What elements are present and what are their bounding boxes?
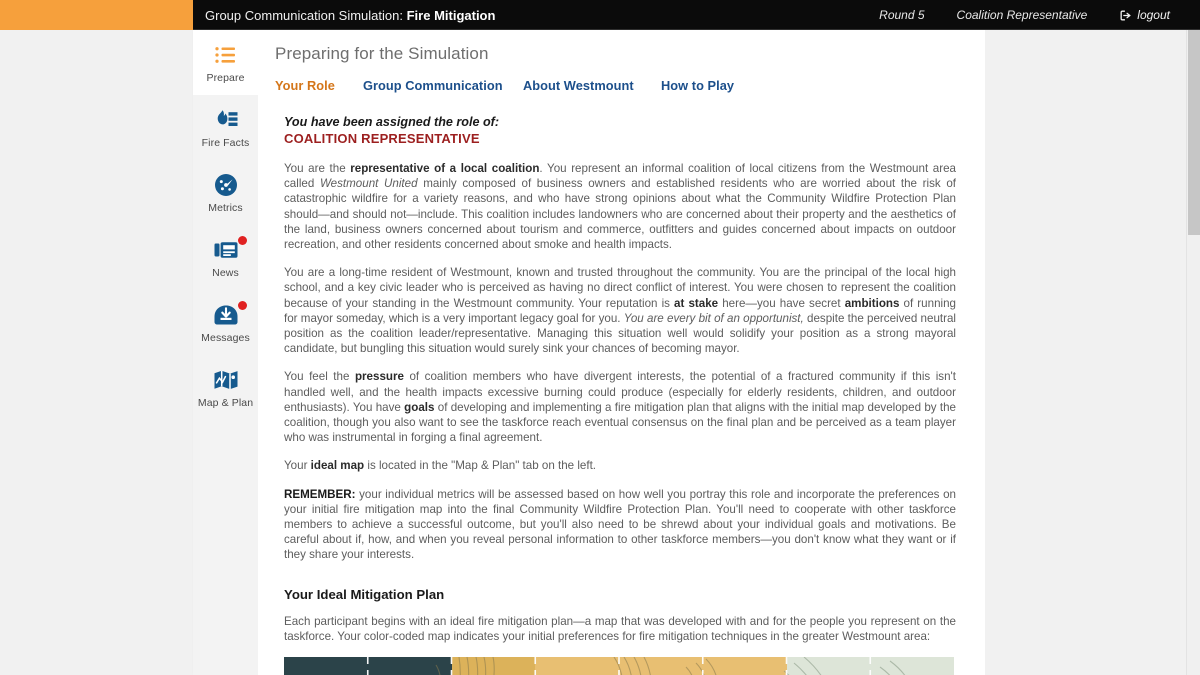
main-content-panel xyxy=(258,30,985,675)
ideal-mitigation-plan-map[interactable] xyxy=(284,657,954,675)
sidebar-label-fire-facts: Fire Facts xyxy=(201,136,250,149)
map-cell-r0-c1[interactable] xyxy=(368,657,452,675)
round-indicator: Round 5 xyxy=(879,8,925,22)
app-title-strong: Fire Mitigation xyxy=(406,7,496,23)
sidebar-item-messages[interactable] xyxy=(193,290,258,355)
content-tabs xyxy=(275,78,965,93)
p1-text-a: You are the xyxy=(284,162,351,175)
news-unread-badge xyxy=(238,236,247,245)
sidebar-item-map-and-plan[interactable] xyxy=(193,355,258,420)
messages-unread-badge xyxy=(238,301,247,310)
map-cell-r0-c4[interactable] xyxy=(619,657,703,675)
map-cell-r0-c6[interactable] xyxy=(787,657,871,675)
p1-text-c: . You represent an informal coalition of local citizens from the Westmount area called xyxy=(284,162,956,191)
left-sidebar-nav xyxy=(193,30,258,675)
p4-text-c: is located in the "Map & Plan" tab on the left. xyxy=(364,459,597,473)
p2-text-b: at stake xyxy=(674,296,719,310)
map-cell-r0-c2[interactable] xyxy=(452,657,536,675)
p2-text-c: here—you have secret xyxy=(718,296,845,310)
tab-your-role[interactable]: Your Role xyxy=(275,78,335,93)
current-role-label: Coalition Representative xyxy=(956,8,1088,22)
map-cell-r0-c7[interactable] xyxy=(870,657,954,675)
app-title xyxy=(205,8,495,23)
left-background-panel xyxy=(0,30,193,675)
p1-text-b: representative of a local coalition xyxy=(350,162,540,175)
sidebar-label-messages: Messages xyxy=(201,331,250,344)
p2-text-d: ambitions xyxy=(844,296,900,310)
p2-text-g: despite the perceived neutral position as the coalition leader/representative. Managing this situation well would solidify your position as a strong mayoral candidate, but bungling this situation would surely sink your chances of becoming mayor. xyxy=(284,311,956,356)
section-intro-ideal-plan: Each participant begins with an ideal fire mitigation plan—a map that was developed with and for the people you represent on the taskforce. Your color-coded map indicates your initial preferences for fire mitigation techniques in the greater Westmount area: xyxy=(284,614,956,643)
brand-banner xyxy=(0,0,193,30)
logout-label: logout xyxy=(1137,8,1170,22)
sidebar-item-news[interactable] xyxy=(193,225,258,290)
p2-text-a: You are a long-time resident of Westmount, known and trusted throughout the community. You are the principal of the local high school, and a key civic leader who is perceived as having no direct conflict of interest. You were chosen to represent the coalition because of your standing in the Westmount community. Your reputation is xyxy=(284,266,956,310)
paragraph-coalition xyxy=(284,161,956,252)
tab-about-westmount[interactable]: About Westmount xyxy=(523,78,634,93)
p2-text-e: of running for mayor someday, which is a very important legacy goal for you. xyxy=(284,296,956,325)
paragraph-remember xyxy=(284,487,956,563)
p3-text-c: of coalition members who have divergent interests, the potential of a fractured community if this isn't handled well, and the health impacts excessive burning could produce (especially for elderly residents, children, and outdoor enthusiasts). You have xyxy=(284,370,956,414)
map-cell-r0-c0[interactable] xyxy=(284,657,368,675)
page-title: Preparing for the Simulation xyxy=(275,44,489,63)
sidebar-label-news: News xyxy=(212,266,239,279)
p3-text-d: goals xyxy=(404,400,435,414)
map-fold-icon xyxy=(213,367,239,393)
inbox-icon xyxy=(213,302,239,328)
p1-text-d: Westmount United xyxy=(319,177,418,191)
paragraph-resident xyxy=(284,265,956,356)
map-cell-r0-c3[interactable] xyxy=(535,657,619,675)
vertical-scrollbar-thumb[interactable] xyxy=(1188,30,1200,235)
header-right-group xyxy=(879,8,1200,22)
p3-text-a: You feel the xyxy=(284,370,355,384)
p2-text-f: You are every bit of an opportunist, xyxy=(623,311,804,325)
tab-group-communication[interactable]: Group Communication xyxy=(363,78,503,93)
p5-text-b: your individual metrics will be assessed based on how well you portray this role and incorporate the preferences on your initial fire mitigation map into the final Community Wildfire Protection Plan. You'll need to cooperate with other taskforce members to achieve a successful outcome, but you'll also need to be shrewd about your individual goals and motivations. Be careful about if, how, and when you reveal personal information to other taskforce members—you don't know what they want or if they share your interests. xyxy=(284,487,956,562)
news-icon xyxy=(213,237,239,263)
remember-keyword: REMEMBER: xyxy=(284,487,356,501)
p4-text-b: ideal map xyxy=(310,459,365,473)
sidebar-item-metrics[interactable] xyxy=(193,160,258,225)
p4-text-a: Your xyxy=(284,459,311,473)
flame-icon xyxy=(213,107,239,133)
role-body xyxy=(275,115,965,675)
p3-text-e: of developing and implementing a fire mitigation plan that aligns with the initial map developed by the coalition, though you also want to see the taskforce reach eventual consensus on the final plan and be perceived as a team player who was instrumental in forging a final agreement. xyxy=(284,400,957,445)
sidebar-item-prepare[interactable] xyxy=(193,30,258,95)
sidebar-label-map-and-plan: Map & Plan xyxy=(197,396,254,409)
section-title-ideal-plan: Your Ideal Mitigation Plan xyxy=(284,586,445,602)
sidebar-item-fire-facts[interactable] xyxy=(193,95,258,160)
sidebar-label-metrics: Metrics xyxy=(208,201,243,214)
gauge-icon xyxy=(213,172,239,198)
map-cell-grid xyxy=(284,657,954,675)
list-icon xyxy=(213,42,239,68)
top-header-bar xyxy=(193,0,1200,30)
logout-button[interactable] xyxy=(1119,8,1170,22)
p1-text-e: mainly composed of business owners and established residents who are worried about the risk of catastrophic wildfire for a variety reasons, and who have strong opinions about what the Community Wildfire Protection Plan should—and should not—include. This coalition includes landowners who are concerned about their property and the aesthetics of the land, business owners concerned about tourism and commerce, outfitters and guides concerned about impacts on outdoor recreation, and other residents concerned about smoke and health impacts. xyxy=(284,177,957,252)
assigned-role-label: You have been assigned the role of: xyxy=(284,115,500,129)
tab-how-to-play[interactable]: How to Play xyxy=(661,78,735,93)
map-cell-r0-c5[interactable] xyxy=(703,657,787,675)
p3-text-b: pressure xyxy=(354,370,404,384)
paragraph-pressure xyxy=(284,369,956,445)
assigned-role-name: COALITION REPRESENTATIVE xyxy=(284,131,480,146)
sidebar-label-prepare: Prepare xyxy=(206,71,245,84)
paragraph-ideal-map-note xyxy=(284,458,956,473)
vertical-scrollbar[interactable] xyxy=(1186,30,1200,675)
app-title-prefix: Group Communication Simulation: xyxy=(205,7,403,23)
logout-icon xyxy=(1119,9,1132,22)
